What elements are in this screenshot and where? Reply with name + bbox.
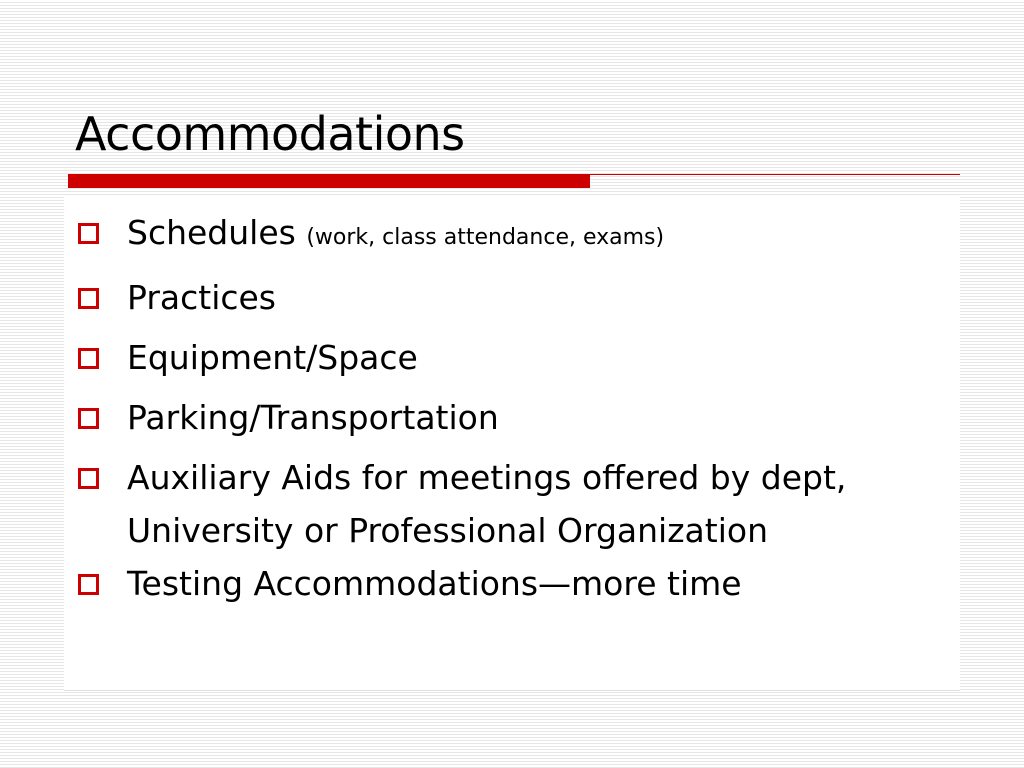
hollow-square-bullet-icon: [78, 468, 99, 489]
title-underline-line: [590, 174, 960, 175]
list-item: [64, 331, 960, 384]
list-item: [64, 271, 960, 324]
hollow-square-bullet-icon: [78, 408, 99, 429]
content-bottom-line: [64, 690, 960, 691]
bullet-text: Equipment/Space: [127, 338, 418, 377]
hollow-square-bullet-icon: [78, 574, 99, 595]
bullet-text: Practices: [127, 278, 276, 317]
bullet-note: (work, class attendance, exams): [306, 225, 665, 250]
bullet-list: [64, 206, 960, 617]
hollow-square-bullet-icon: [78, 223, 99, 244]
hollow-square-bullet-icon: [78, 288, 99, 309]
bullet-text: Auxiliary Aids for meetings offered by dept, University or Professional Organization: [127, 458, 847, 550]
bullet-text: Schedules: [127, 213, 296, 252]
list-item: [64, 557, 960, 610]
list-item: [64, 391, 960, 444]
hollow-square-bullet-icon: [78, 348, 99, 369]
slide-title: Accommodations: [75, 107, 465, 161]
list-item: [64, 451, 960, 557]
title-underline: [68, 174, 960, 188]
content-area: [64, 196, 960, 690]
bullet-text: Parking/Transportation: [127, 398, 499, 437]
title-underline-bar: [68, 174, 590, 188]
bullet-text: Testing Accommodations—more time: [127, 564, 742, 603]
list-item: [64, 206, 960, 264]
